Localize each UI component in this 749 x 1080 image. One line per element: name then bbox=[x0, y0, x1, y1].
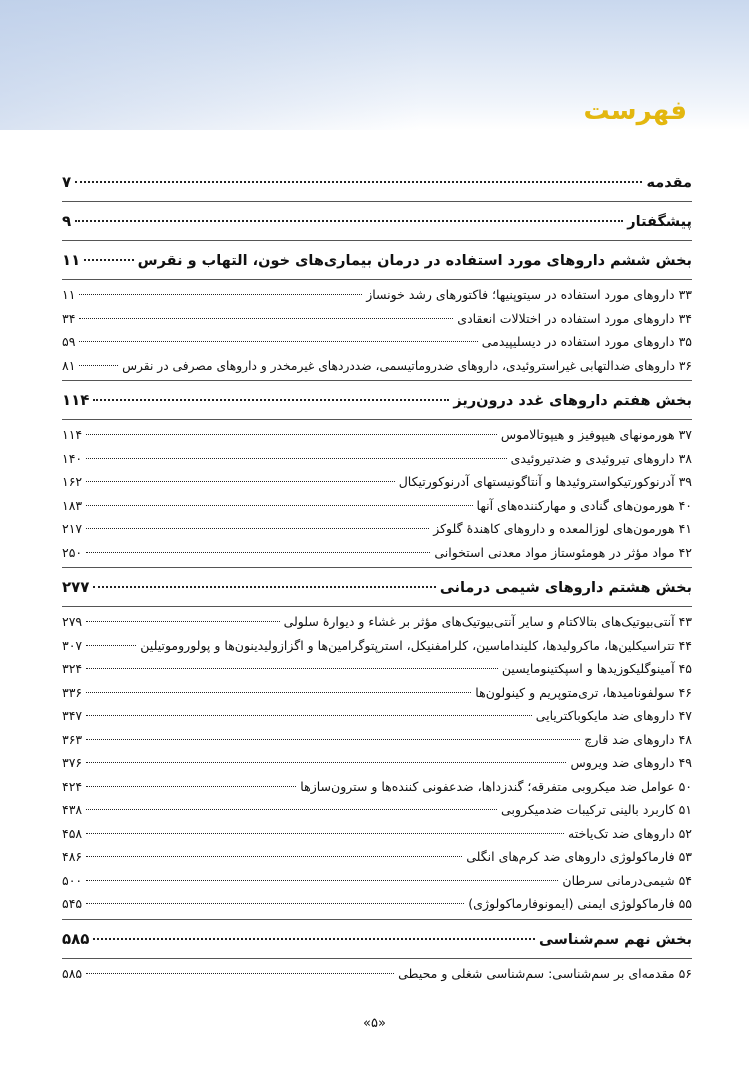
dot-leader bbox=[93, 938, 534, 940]
dot-leader bbox=[86, 481, 395, 482]
dot-leader bbox=[86, 528, 429, 529]
toc-chapter-title: ۳۷ هورمونهای هیپوفیز و هیپوتالاموس bbox=[500, 427, 692, 442]
toc-chapter-page: ۴۲۴ bbox=[62, 778, 83, 794]
toc-part-title: بخش نهم سم‌شناسی bbox=[538, 931, 692, 948]
toc-chapter-entry[interactable] bbox=[62, 447, 692, 471]
toc-chapter-page: ۱۱۴ bbox=[62, 427, 83, 442]
section-divider bbox=[62, 958, 692, 959]
section-divider bbox=[62, 201, 692, 202]
section-divider bbox=[62, 279, 692, 280]
toc-chapter-title: ۳۴ داروهای مورد استفاده در اختلالات انعقادی bbox=[457, 310, 692, 326]
toc-chapter-entry[interactable] bbox=[62, 283, 692, 307]
dot-leader bbox=[79, 318, 453, 319]
dot-leader bbox=[86, 434, 497, 435]
toc-part-entry[interactable] bbox=[62, 384, 692, 416]
toc-chapter-title: ۳۶ داروهای ضدالتهابی غیراستروئیدی، داروهای ضدروماتیسمی، ضددردهای غیرمخدر و داروهای مصرفی در نقرس bbox=[122, 358, 692, 373]
toc-chapter-page: ۵۴۵ bbox=[62, 896, 83, 911]
toc-chapter-title: ۴۲ مواد مؤثر در هومئوستاز مواد معدنی استخوانی bbox=[434, 544, 692, 560]
dot-leader bbox=[86, 645, 136, 646]
toc-part-page: ۷ bbox=[62, 173, 72, 191]
toc-chapter-title: ۵۴ شیمی‌درمانی سرطان bbox=[562, 872, 692, 888]
toc-chapter-title: ۳۵ داروهای مورد استفاده در دیسلیپیدمی bbox=[481, 334, 692, 349]
dot-leader bbox=[93, 399, 449, 401]
toc-chapter-entry[interactable] bbox=[62, 775, 692, 799]
toc-chapter-page: ۸۱ bbox=[62, 357, 76, 373]
dot-leader bbox=[93, 586, 435, 588]
dot-leader bbox=[79, 365, 118, 366]
section-divider bbox=[62, 419, 692, 420]
toc-part-entry[interactable] bbox=[62, 166, 692, 198]
section-divider bbox=[62, 567, 692, 568]
toc-chapter-title: ۴۵ آمینوگلیکوزیدها و اسپکتینومایسین bbox=[501, 661, 692, 676]
toc-chapter-page: ۳۳۶ bbox=[62, 684, 83, 700]
toc-chapter-entry[interactable] bbox=[62, 657, 692, 681]
dot-leader bbox=[86, 903, 464, 904]
toc-chapter-title: ۳۸ داروهای تیروئیدی و ضدتیروئیدی bbox=[510, 450, 692, 466]
toc-part-page: ۱۱ bbox=[62, 251, 81, 269]
toc-chapter-page: ۵۸۵ bbox=[62, 965, 83, 981]
toc-chapter-title: ۵۳ فارماکولوژی داروهای ضد کرم‌های انگلی bbox=[466, 849, 692, 864]
dot-leader bbox=[79, 341, 477, 342]
toc-chapter-entry[interactable] bbox=[62, 307, 692, 331]
toc-chapter-title: ۴۰ هورمون‌های گنادی و مهارکننده‌های آنها bbox=[476, 497, 692, 513]
toc-chapter-entry[interactable] bbox=[62, 610, 692, 634]
toc-chapter-page: ۱۸۳ bbox=[62, 497, 83, 513]
toc-chapter-title: ۴۳ آنتی‌بیوتیک‌های بتالاکتام و سایر آنتی‌بیوتیک‌های مؤثر بر غشاء و دیوارهٔ سلولی bbox=[283, 614, 692, 629]
toc-chapter-page: ۳۴ bbox=[62, 310, 76, 326]
toc-chapter-entry[interactable] bbox=[62, 704, 692, 728]
toc-part-title: پیشگفتار bbox=[627, 214, 692, 230]
toc-part-entry[interactable] bbox=[62, 923, 692, 955]
toc-part-title: بخش ششم داروهای مورد استفاده در درمان بیماری‌های خون، التهاب و نقرس bbox=[137, 253, 692, 269]
dot-leader bbox=[86, 856, 462, 857]
page-number: «۵» bbox=[363, 1016, 386, 1031]
dot-leader bbox=[86, 973, 394, 974]
toc-chapter-page: ۵۹ bbox=[62, 334, 76, 349]
toc-chapter-entry[interactable] bbox=[62, 354, 692, 378]
toc-chapter-entry[interactable] bbox=[62, 892, 692, 916]
toc-part-page: ۵۸۵ bbox=[62, 929, 90, 948]
toc-chapter-page: ۴۸۶ bbox=[62, 849, 83, 864]
toc-part-title: بخش هفتم داروهای غدد درون‌ریز bbox=[453, 393, 692, 409]
dot-leader bbox=[86, 621, 279, 622]
toc-chapter-page: ۳۶۳ bbox=[62, 731, 83, 747]
dot-leader bbox=[75, 181, 642, 183]
dot-leader bbox=[86, 715, 532, 716]
toc-part-title: مقدمه bbox=[646, 175, 692, 191]
dot-leader bbox=[86, 505, 472, 506]
toc-part-page: ۱۱۴ bbox=[62, 391, 90, 409]
toc-chapter-page: ۴۳۸ bbox=[62, 802, 83, 817]
section-divider bbox=[62, 606, 692, 607]
toc-chapter-page: ۱۶۲ bbox=[62, 474, 83, 489]
dot-leader bbox=[86, 552, 430, 553]
toc-chapter-entry[interactable] bbox=[62, 681, 692, 705]
dot-leader bbox=[86, 833, 564, 834]
section-divider bbox=[62, 240, 692, 241]
toc-chapter-page: ۵۰۰ bbox=[62, 872, 83, 888]
toc-part-page: ۹ bbox=[62, 212, 72, 230]
toc-chapter-title: ۳۳ داروهای مورد استفاده در سیتوپنیها؛ فاکتورهای رشد خونساز bbox=[366, 287, 692, 302]
toc-chapter-entry[interactable] bbox=[62, 494, 692, 518]
dot-leader bbox=[86, 668, 498, 669]
toc-chapter-page: ۳۴۷ bbox=[62, 708, 83, 723]
toc-chapter-entry[interactable] bbox=[62, 517, 692, 541]
toc-part-title: بخش هشتم داروهای شیمی درمانی bbox=[439, 580, 692, 596]
toc-chapter-entry[interactable] bbox=[62, 541, 692, 565]
toc-chapter-entry[interactable] bbox=[62, 869, 692, 893]
toc-chapter-entry[interactable] bbox=[62, 962, 692, 986]
toc-chapter-title: ۴۹ داروهای ضد ویروس bbox=[570, 755, 692, 770]
dot-leader bbox=[86, 809, 497, 810]
toc-chapter-entry[interactable] bbox=[62, 845, 692, 869]
dot-leader bbox=[86, 880, 558, 881]
toc-part-entry[interactable] bbox=[62, 205, 692, 237]
table-of-contents bbox=[62, 166, 692, 985]
dot-leader bbox=[84, 259, 133, 261]
toc-chapter-page: ۱۱ bbox=[62, 287, 76, 302]
toc-chapter-title: ۵۵ فارماکولوژی ایمنی (ایمونوفارماکولوژی) bbox=[468, 896, 692, 911]
dot-leader bbox=[79, 294, 362, 295]
section-divider bbox=[62, 380, 692, 381]
toc-chapter-title: ۵۲ داروهای ضد تک‌یاخته bbox=[568, 825, 692, 841]
toc-chapter-entry[interactable] bbox=[62, 470, 692, 494]
toc-chapter-entry[interactable] bbox=[62, 330, 692, 354]
toc-chapter-entry[interactable] bbox=[62, 634, 692, 658]
toc-chapter-page: ۳۲۴ bbox=[62, 661, 83, 676]
toc-chapter-page: ۱۴۰ bbox=[62, 450, 83, 466]
toc-chapter-title: ۴۷ داروهای ضد مایکوباکتریایی bbox=[535, 708, 692, 723]
toc-chapter-entry[interactable] bbox=[62, 423, 692, 447]
toc-chapter-title: ۴۱ هورمون‌های لوزالمعده و داروهای کاهندهٔ گلوکز bbox=[433, 521, 692, 536]
toc-chapter-entry[interactable] bbox=[62, 822, 692, 846]
dot-leader bbox=[86, 762, 566, 763]
toc-chapter-entry[interactable] bbox=[62, 751, 692, 775]
toc-chapter-title: ۵۶ مقدمه‌ای بر سم‌شناسی: سم‌شناسی شغلی و محیطی bbox=[398, 965, 692, 981]
toc-chapter-title: ۴۴ تتراسیکلین‌ها، ماکرولیدها، کلینداماسین، کلرامفنیکل، استرپتوگرامین‌ها و اگزازولیدینون‌ها و پولوروموتیلین bbox=[140, 637, 692, 653]
dot-leader bbox=[86, 786, 296, 787]
toc-chapter-entry[interactable] bbox=[62, 728, 692, 752]
toc-chapter-title: ۵۱ کاربرد بالینی ترکیبات ضدمیکروبی bbox=[501, 802, 692, 817]
dot-leader bbox=[75, 220, 623, 222]
dot-leader bbox=[86, 458, 506, 459]
dot-leader bbox=[86, 692, 471, 693]
dot-leader bbox=[86, 739, 580, 740]
toc-chapter-title: ۵۰ عوامل ضد میکروبی متفرقه؛ گندزداها، ضدعفونی کننده‌ها و سترون‌سازها bbox=[300, 778, 692, 794]
toc-chapter-page: ۲۱۷ bbox=[62, 521, 83, 536]
toc-chapter-entry[interactable] bbox=[62, 798, 692, 822]
toc-chapter-page: ۴۵۸ bbox=[62, 825, 83, 841]
page-title: فهرست bbox=[583, 96, 687, 126]
toc-part-page: ۲۷۷ bbox=[62, 578, 90, 596]
toc-chapter-page: ۳۰۷ bbox=[62, 637, 83, 653]
toc-chapter-title: ۴۸ داروهای ضد قارچ bbox=[584, 731, 692, 747]
toc-chapter-title: ۳۹ آدرنوکورتیکواستروئیدها و آنتاگونیستهای آدرنوکورتیکال bbox=[398, 474, 692, 489]
toc-chapter-page: ۳۷۶ bbox=[62, 755, 83, 770]
toc-part-entry[interactable] bbox=[62, 571, 692, 603]
toc-chapter-title: ۴۶ سولفونامیدها، تری‌متوپریم و کینولون‌ها bbox=[475, 684, 692, 700]
toc-chapter-page: ۲۵۰ bbox=[62, 544, 83, 560]
section-divider bbox=[62, 919, 692, 920]
toc-part-entry[interactable] bbox=[62, 244, 692, 276]
toc-chapter-page: ۲۷۹ bbox=[62, 614, 83, 629]
